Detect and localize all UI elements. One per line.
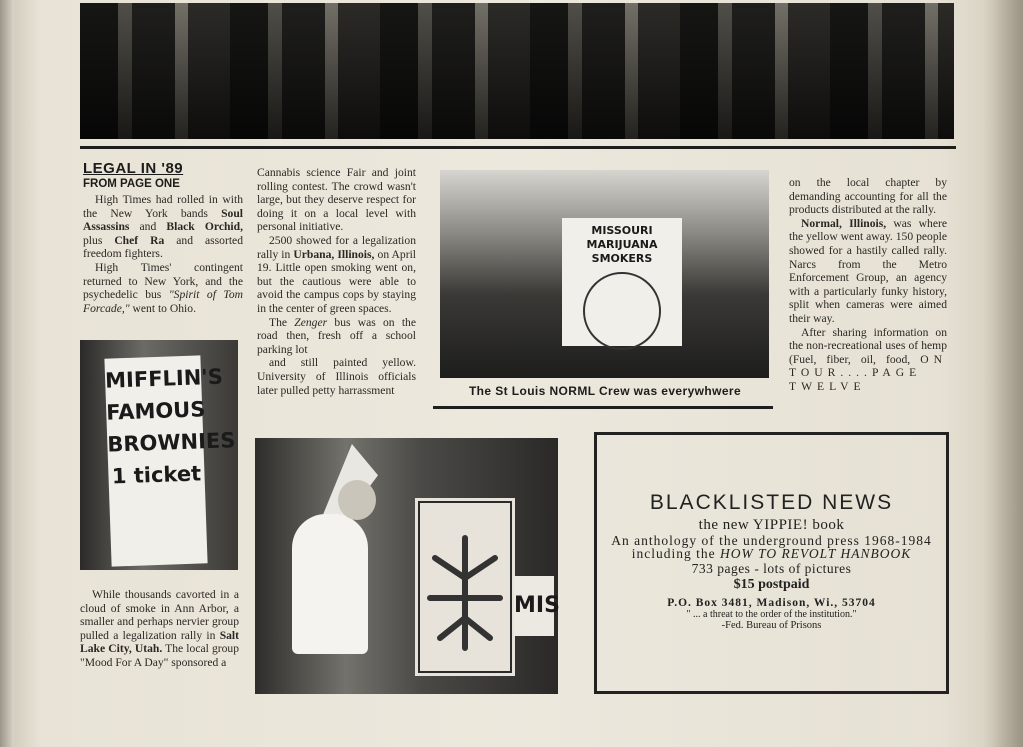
- missouri-banner: [562, 218, 682, 346]
- bus-name: Zenger: [294, 315, 328, 329]
- sign-text: FAMOUS: [105, 397, 206, 425]
- sign-text: MIFFLIN'S: [104, 364, 224, 393]
- page-fold-shadow: [0, 0, 14, 747]
- article-column-1: [83, 193, 243, 315]
- ad-attribution: -Fed. Bureau of Prisons: [721, 620, 822, 631]
- page-edge-shadow: [983, 0, 1023, 747]
- text-run: 2500 showed for a legalization rally in: [257, 233, 416, 261]
- place-name: Urbana, Illinois,: [293, 247, 375, 261]
- text-run: High Times' contingent returned to New York, and the psychedelic bus: [83, 260, 243, 302]
- hemp-leaf-sign: [415, 498, 515, 676]
- article-column-1-continued: [80, 588, 239, 670]
- book-advertisement: [594, 432, 949, 694]
- text-run: and: [139, 220, 157, 234]
- text-run: High Times had rolled in with the New York bands: [83, 193, 243, 220]
- text-run: went to Ohio.: [132, 301, 196, 315]
- place-name: Salt Lake City, Utah.: [80, 628, 240, 656]
- section-divider: [80, 146, 956, 149]
- paragraph: on the local chapter by demanding accounting for all the products distributed at the rally.: [789, 176, 947, 217]
- person-head: [338, 480, 376, 520]
- band-name: Soul Assassins: [83, 206, 243, 234]
- text-run: and assorted freedom fighters.: [83, 233, 243, 261]
- ad-title: BLACKLISTED NEWS: [649, 491, 894, 514]
- continued-on-label: ON TOUR....PAGE TWELVE: [789, 352, 947, 393]
- article-column-2: [257, 166, 416, 397]
- caption-rule: [433, 406, 773, 409]
- partial-sign: MIS: [514, 576, 554, 636]
- text-run: on April 19. Little open smoking went on, but the cautious were able to avoid the campus cops by staying in the center of green spaces.: [257, 247, 417, 315]
- sign-text: 1 ticket: [111, 461, 202, 489]
- place-name: Normal, Illinois,: [801, 216, 887, 230]
- ad-includes: [597, 547, 946, 561]
- ad-quote: " ... a threat to the order of the institution.": [686, 609, 857, 620]
- bus-name: "Spirit of Tom Forcade,": [83, 288, 243, 315]
- photo-caption: The St Louis NORML Crew was everywhwere: [468, 384, 742, 398]
- ad-price: $15 postpaid: [733, 577, 810, 592]
- ad-address: P.O. Box 3481, Madison, Wi., 53704: [667, 597, 876, 609]
- ad-subtitle: the new YIPPIE! book: [698, 517, 845, 533]
- brownies-sign: [104, 355, 236, 566]
- band-name: Black Orchid,: [166, 220, 243, 234]
- band-name: Chef Ra: [114, 233, 165, 247]
- sign-text: BROWNIES: [106, 428, 236, 457]
- text-run: plus: [83, 233, 103, 247]
- text-run: While thousands cavorted in a cloud of smoke in Ann Arbor, a smaller and perhaps nervier group pulled a legalization rally in: [80, 588, 239, 642]
- text-run: was where the yellow went away. 150 people showed for a hastily called rally. Narcs from the Metro Enforcement Group, an agency with a particularly funky history, split when cameras were aimed their way.: [789, 216, 947, 325]
- text-run: bus was on the road then, fresh off a school parking lot: [257, 315, 417, 356]
- article-column-3: [789, 176, 947, 394]
- text-run: The local group "Mood For A Day" sponsored a: [80, 642, 239, 669]
- text-run: After sharing information on the non-recreational uses of hemp (Fuel, fiber, oil, food,: [789, 325, 947, 366]
- continued-from-label: FROM PAGE ONE: [83, 178, 180, 190]
- paragraph: Cannabis science Fair and joint rolling contest. The crowd wasn't large, but they deserve respect for doing it on a local level with personal initiative.: [257, 166, 416, 234]
- banner-text: MISSOURI MARIJUANA SMOKERS: [586, 224, 658, 265]
- rally-crowd-photo: [80, 3, 954, 139]
- article-headline: LEGAL IN '89: [83, 160, 184, 177]
- hemp-leaf-icon: [415, 498, 515, 676]
- text-run: including the: [631, 546, 716, 561]
- person-white-shirt: [292, 514, 368, 654]
- ad-description: An anthology of the underground press 1968-1984: [611, 533, 932, 548]
- ad-page-count: 733 pages - lots of pictures: [691, 561, 852, 576]
- peace-symbol-icon: [583, 272, 661, 350]
- book-title: HOW TO REVOLT HANBOOK: [720, 546, 912, 561]
- text-run: The: [269, 315, 288, 329]
- paragraph: and still painted yellow. University of Illinois officials later pulled petty harrassment: [257, 356, 416, 397]
